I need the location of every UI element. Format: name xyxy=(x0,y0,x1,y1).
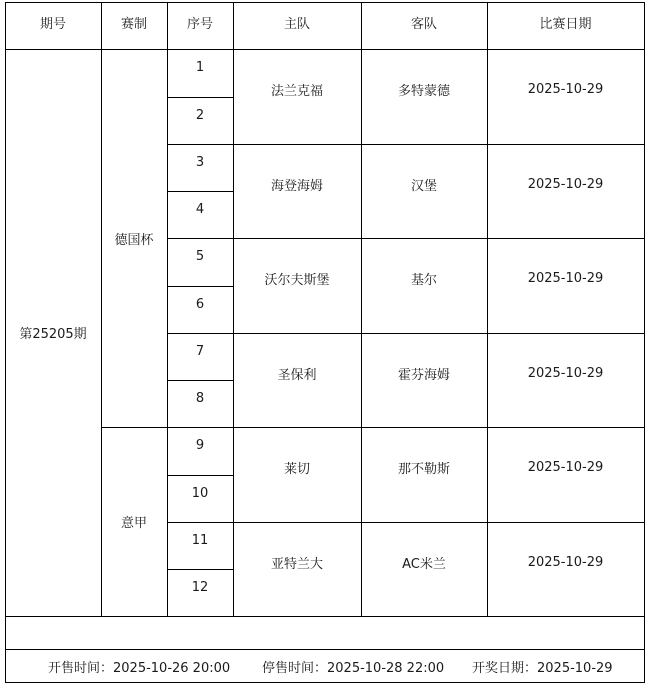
header-away: 客队 xyxy=(410,17,437,32)
seq-cell: 5 xyxy=(195,249,205,264)
match-date-cell: 2025-10-29 xyxy=(527,81,604,97)
match-date-cell: 2025-10-29 xyxy=(527,459,604,475)
draw-date: 开奖日期：2025-10-29 xyxy=(472,660,613,676)
seq-cell: 1 xyxy=(195,60,205,75)
sale-stop-time: 停售时间：2025-10-28 22:00 xyxy=(262,660,445,676)
seq-cell: 3 xyxy=(195,155,205,170)
match-date-cell: 2025-10-29 xyxy=(527,554,604,570)
home-team-cell: 亚特兰大 xyxy=(270,556,323,572)
competition-cell: 德国杯 xyxy=(114,232,154,248)
seq-cell: 4 xyxy=(195,202,205,217)
home-team-cell: 沃尔夫斯堡 xyxy=(264,272,330,288)
header-date: 比赛日期 xyxy=(539,17,592,32)
period-cell: 第25205期 xyxy=(19,327,87,342)
seq-cell: 9 xyxy=(195,438,205,453)
header-period: 期号 xyxy=(39,17,66,32)
home-team-cell: 莱切 xyxy=(283,461,310,477)
home-team-cell: 法兰克福 xyxy=(270,83,323,99)
match-date-cell: 2025-10-29 xyxy=(527,365,604,381)
seq-cell: 10 xyxy=(191,486,209,501)
header-seq: 序号 xyxy=(186,17,213,32)
table-border-bottom xyxy=(5,682,645,683)
match-date-cell: 2025-10-29 xyxy=(527,176,604,192)
seq-cell: 11 xyxy=(191,533,209,548)
away-team-cell: 多特蒙德 xyxy=(397,83,450,99)
match-date-cell: 2025-10-29 xyxy=(527,270,604,286)
seq-cell: 8 xyxy=(195,391,205,406)
sale-start-time: 开售时间：2025-10-26 20:00 xyxy=(48,660,231,676)
away-team-cell: 霍芬海姆 xyxy=(397,367,450,383)
seq-cell: 7 xyxy=(195,344,205,359)
seq-cell: 2 xyxy=(195,108,205,123)
away-team-cell: 基尔 xyxy=(410,272,437,288)
home-team-cell: 海登海姆 xyxy=(270,178,323,194)
seq-cell: 12 xyxy=(191,580,209,595)
home-team-cell: 圣保利 xyxy=(277,367,317,383)
away-team-cell: 汉堡 xyxy=(410,178,437,194)
away-team-cell: 那不勒斯 xyxy=(397,461,450,477)
seq-cell: 6 xyxy=(195,297,205,312)
header-home: 主队 xyxy=(283,17,310,32)
competition-cell: 意甲 xyxy=(120,516,147,531)
header-competition: 赛制 xyxy=(120,17,147,32)
table-border-right xyxy=(644,2,645,683)
away-team-cell: AC米兰 xyxy=(402,556,446,572)
